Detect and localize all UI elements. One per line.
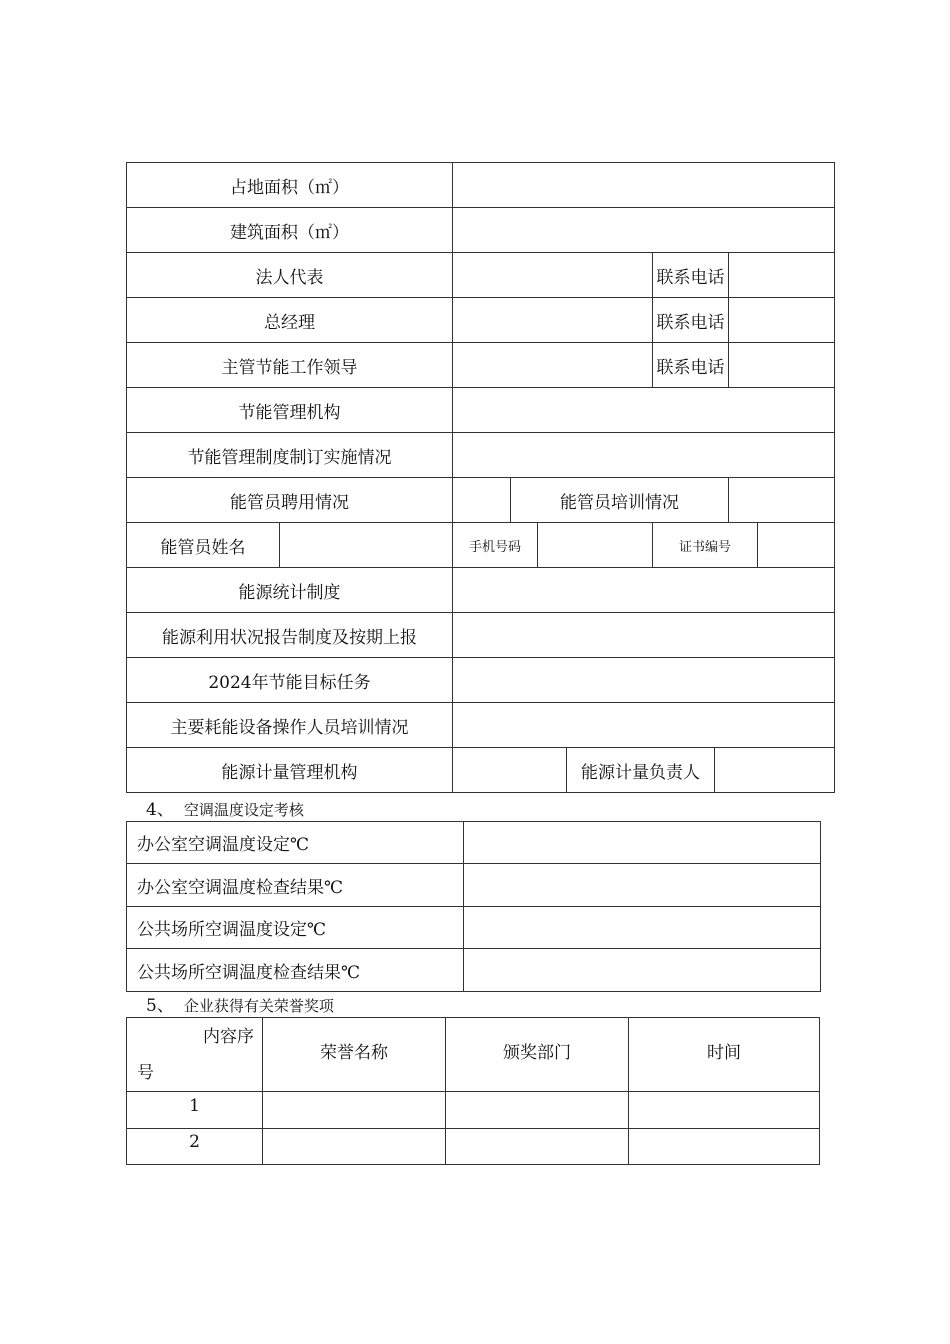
honor-row-dept[interactable] bbox=[446, 1092, 629, 1129]
section-5-title: 企业获得有关荣誉奖项 bbox=[183, 997, 334, 1015]
mgmt-org-value[interactable] bbox=[453, 388, 835, 433]
building-area-value[interactable] bbox=[453, 208, 835, 253]
enterprise-info-table bbox=[126, 162, 835, 793]
general-manager-value[interactable] bbox=[453, 298, 653, 343]
general-manager-label: 总经理 bbox=[127, 298, 453, 343]
honor-row-time[interactable] bbox=[629, 1129, 820, 1165]
general-manager-phone-value[interactable] bbox=[729, 298, 835, 343]
staff-name-label: 能管员姓名 bbox=[127, 523, 280, 568]
staff-name-value[interactable] bbox=[280, 523, 453, 568]
general-manager-phone-label: 联系电话 bbox=[653, 298, 729, 343]
report-system-label: 能源利用状况报告制度及按期上报 bbox=[127, 613, 453, 658]
report-system-value[interactable] bbox=[453, 613, 835, 658]
section-5-number: 5、 bbox=[146, 996, 174, 1016]
metering-person-value[interactable] bbox=[715, 748, 835, 793]
ac-row-value[interactable] bbox=[464, 949, 821, 992]
metering-org-value[interactable] bbox=[453, 748, 567, 793]
section-5-heading bbox=[146, 997, 334, 1015]
operator-training-value[interactable] bbox=[453, 703, 835, 748]
mobile-label: 手机号码 bbox=[453, 523, 538, 568]
honor-row-dept[interactable] bbox=[446, 1129, 629, 1165]
ac-row-value[interactable] bbox=[464, 822, 821, 864]
staff-training-value[interactable] bbox=[729, 478, 835, 523]
mgmt-rules-value[interactable] bbox=[453, 433, 835, 478]
energy-leader-phone-value[interactable] bbox=[729, 343, 835, 388]
ac-row-label: 公共场所空调温度设定℃ bbox=[127, 907, 464, 949]
target-task-value[interactable] bbox=[453, 658, 835, 703]
cert-no-value[interactable] bbox=[758, 523, 835, 568]
honor-row-name[interactable] bbox=[263, 1129, 446, 1165]
ac-row-label: 公共场所空调温度检查结果℃ bbox=[127, 949, 464, 992]
staff-training-label: 能管员培训情况 bbox=[511, 478, 729, 523]
building-area-label: 建筑面积（㎡） bbox=[127, 208, 453, 253]
ac-row-label: 办公室空调温度检查结果℃ bbox=[127, 864, 464, 907]
header-time: 时间 bbox=[629, 1018, 820, 1092]
metering-person-label: 能源计量负责人 bbox=[567, 748, 715, 793]
mgmt-rules-label: 节能管理制度制订实施情况 bbox=[127, 433, 453, 478]
ac-row-label: 办公室空调温度设定℃ bbox=[127, 822, 464, 864]
legal-rep-phone-label: 联系电话 bbox=[653, 253, 729, 298]
cert-no-label: 证书编号 bbox=[653, 523, 758, 568]
section-4-heading bbox=[146, 801, 304, 819]
target-task-label: 2024年节能目标任务 bbox=[127, 658, 453, 703]
header-seq-line2: 号 bbox=[137, 1063, 154, 1083]
section-4-title: 空调温度设定考核 bbox=[183, 801, 304, 819]
operator-training-label: 主要耗能设备操作人员培训情况 bbox=[127, 703, 453, 748]
legal-rep-value[interactable] bbox=[453, 253, 653, 298]
mobile-value[interactable] bbox=[538, 523, 653, 568]
honor-row-time[interactable] bbox=[629, 1092, 820, 1129]
honors-table bbox=[126, 1017, 820, 1165]
metering-org-label: 能源计量管理机构 bbox=[127, 748, 453, 793]
legal-rep-phone-value[interactable] bbox=[729, 253, 835, 298]
land-area-label: 占地面积（㎡） bbox=[127, 163, 453, 208]
energy-leader-value[interactable] bbox=[453, 343, 653, 388]
mgmt-org-label: 节能管理机构 bbox=[127, 388, 453, 433]
honor-row-name[interactable] bbox=[263, 1092, 446, 1129]
stats-system-label: 能源统计制度 bbox=[127, 568, 453, 613]
honor-row-seq: 1 bbox=[127, 1092, 263, 1129]
header-seq-line1: 内容序 bbox=[203, 1027, 254, 1047]
header-dept: 颁奖部门 bbox=[446, 1018, 629, 1092]
section-4-number: 4、 bbox=[146, 800, 174, 820]
header-seq bbox=[127, 1018, 263, 1092]
ac-row-value[interactable] bbox=[464, 907, 821, 949]
energy-leader-label: 主管节能工作领导 bbox=[127, 343, 453, 388]
staff-hiring-label: 能管员聘用情况 bbox=[127, 478, 453, 523]
header-name: 荣誉名称 bbox=[263, 1018, 446, 1092]
staff-hiring-value[interactable] bbox=[453, 478, 511, 523]
ac-temperature-table bbox=[126, 821, 821, 992]
energy-leader-phone-label: 联系电话 bbox=[653, 343, 729, 388]
legal-rep-label: 法人代表 bbox=[127, 253, 453, 298]
stats-system-value[interactable] bbox=[453, 568, 835, 613]
ac-row-value[interactable] bbox=[464, 864, 821, 907]
land-area-value[interactable] bbox=[453, 163, 835, 208]
honor-row-seq: 2 bbox=[127, 1129, 263, 1165]
